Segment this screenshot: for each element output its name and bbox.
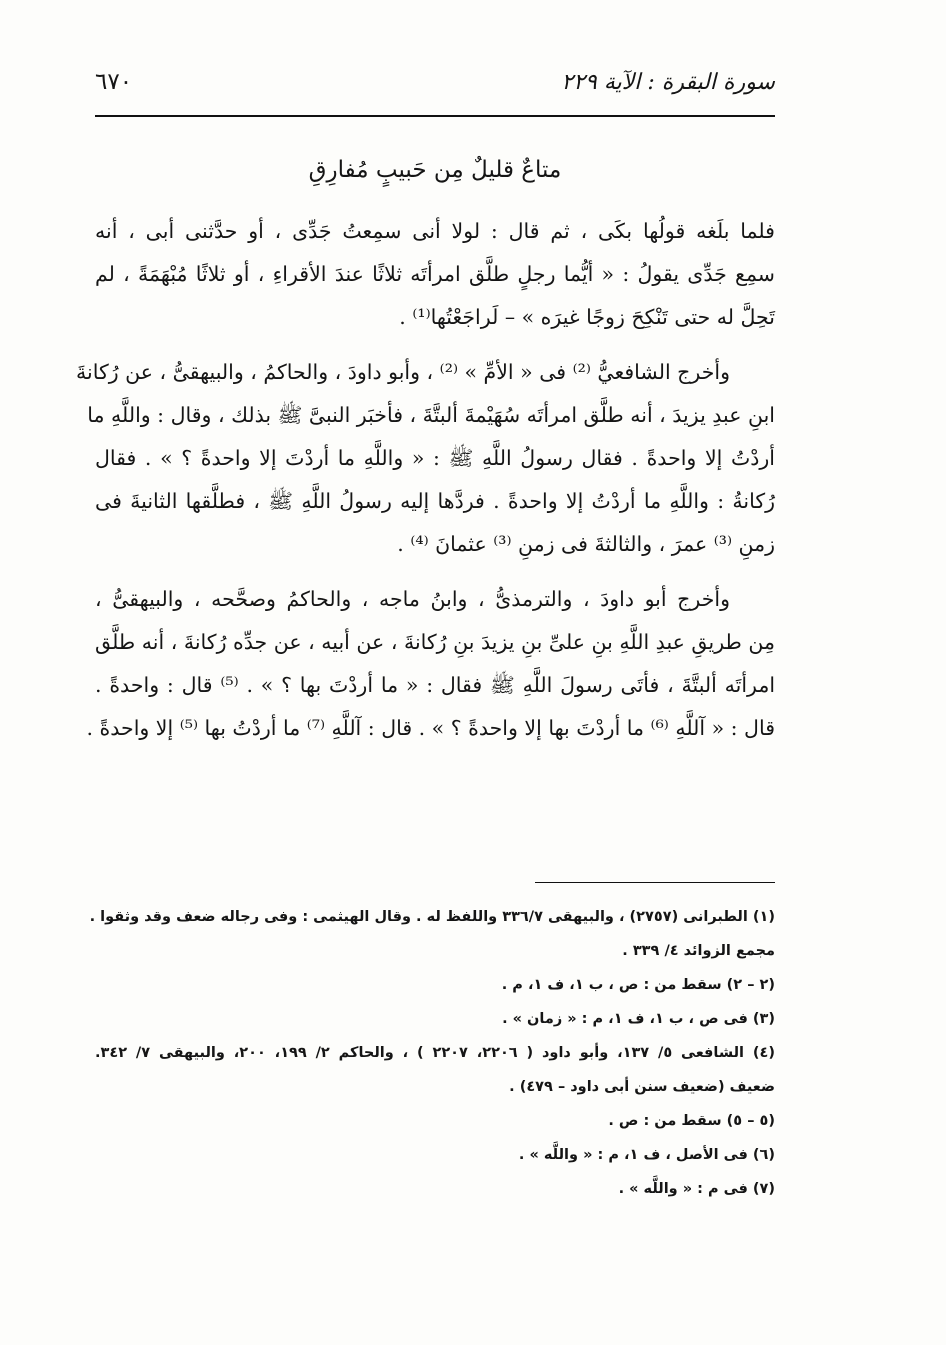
header-rule	[95, 115, 775, 117]
text-line: رُكانةُ : واللَّهِ ما أردْتُ إلا واحدةً . فردَّها إليه رسولُ اللَّهِ ﷺ ، فطلَّقها الثانيةَ فى	[95, 489, 775, 513]
footnote: (٢ – ٢) سقط من : ص ، ب ١، ف ١، م .	[501, 977, 775, 993]
footnote: (٥ – ٥) سقط من : ص .	[608, 1113, 775, 1129]
text-line: تَحِلَّ له حتى تَنْكِحَ زوجًا غيرَه » – لَراجَعْتُها⁽¹⁾ .	[399, 305, 775, 329]
text-line: وأخرج أبو داودَ ، والترمذىُّ ، وابنُ ماجه ، والحاكمُ وصحَّحه ، والبيهقىُّ ،	[95, 587, 730, 611]
footnote: (١) الطبرانى (٢٧٥٧) ، والبيهقى ٣٣٦/٧ واللفظ له . وقال الهيثمى : وفى رجاله ضعف وقد وثقوا .	[89, 909, 775, 925]
text-line: فلما بلَغه قولُها بكَى ، ثم قال : لولا أنى سمِعتُ جَدِّى ، أو حدَّثنى أبى ، أنه	[95, 219, 775, 243]
paragraph-3	[86, 578, 776, 750]
footnote-separator	[535, 882, 775, 883]
text-line: وأخرج الشافعيُّ ⁽²⁾ فى « الأمِّ » ⁽²⁾ ، وأبو داودَ ، والحاكمُ ، والبيهقىُّ ، عن رُكانةَ	[76, 360, 730, 384]
text-line: امرأتَه ألبتَّةَ ، فأتَى رسولَ اللَّهِ ﷺ فقال : « ما أردْتَ بها ؟ » . ⁽⁵⁾ قال : واحدةً .	[95, 673, 776, 697]
poetry-verse: متاعٌ قليلٌ مِن حَبيبٍ مُفارِقِ	[308, 157, 562, 183]
paragraph-2	[76, 351, 775, 566]
footnote: (٧) فى م : « واللَّه » .	[618, 1181, 775, 1197]
text-line: زمنِ ⁽³⁾ عمرَ ، والثالثةَ فى زمنِ ⁽³⁾ عثمانَ ⁽⁴⁾ .	[397, 532, 775, 556]
text-line: ابنِ عبدِ يزيدَ ، أنه طلَّق امرأتَه سُهَيْمةَ ألبتَّةَ ، فأخبَر النبىَّ ﷺ بذلك ، وقال : واللَّهِ ما	[87, 403, 775, 427]
footnotes	[89, 900, 775, 1206]
text-line: قال : « آللَّهِ ⁽⁶⁾ ما أردْتَ بها إلا واحدةً ؟ » . قال : آللَّهِ ⁽⁷⁾ ما أردْتُ بها ⁽⁵⁾ إلا واحدةً .	[86, 716, 775, 740]
footnote: (٣) فى ص ، ب ١، ف ١، م : « زمان » .	[502, 1011, 775, 1027]
footnote: (٦) فى الأصل ، ف ١، م : « واللَّه » .	[518, 1147, 775, 1163]
page-number: ٦٧٠	[95, 69, 133, 95]
footnote: (٤) الشافعى ٥/ ١٣٧، وأبو داود ( ٢٢٠٦، ٢٢٠٧ ) ، والحاكم ٢/ ١٩٩، ٢٠٠، والبيهقى ٧/ ٣٤٢.	[95, 1045, 775, 1061]
text-line: سمِع جَدِّى يقولُ : « أيُّما رجلٍ طلَّق امرأتَه ثلاثًا عندَ الأقراءِ ، أو ثلاثًا مُبْهَمَةً ، لم	[95, 262, 775, 286]
page-header	[95, 62, 775, 102]
body-text	[76, 210, 776, 762]
paragraph-1	[95, 210, 775, 339]
footnote: مجمع الزوائد ٤/ ٣٣٩ .	[622, 943, 775, 959]
text-line: أردْتُ إلا واحدةً . فقال رسولُ اللَّهِ ﷺ : « واللَّهِ ما أردْتَ إلا واحدةً ؟ » . فقال	[95, 446, 775, 470]
running-title: سورة البقرة : الآية ٢٢٩	[561, 69, 775, 95]
footnote: ضعيف (ضعيف سنن أبى داود – ٤٧٩) .	[509, 1079, 775, 1095]
text-line: مِن طريقِ عبدِ اللَّهِ بنِ علىِّ بنِ يزيدَ بنِ رُكانةَ ، عن أبيه ، عن جدِّه رُكانةَ ، أنه طلَّق	[95, 630, 775, 654]
